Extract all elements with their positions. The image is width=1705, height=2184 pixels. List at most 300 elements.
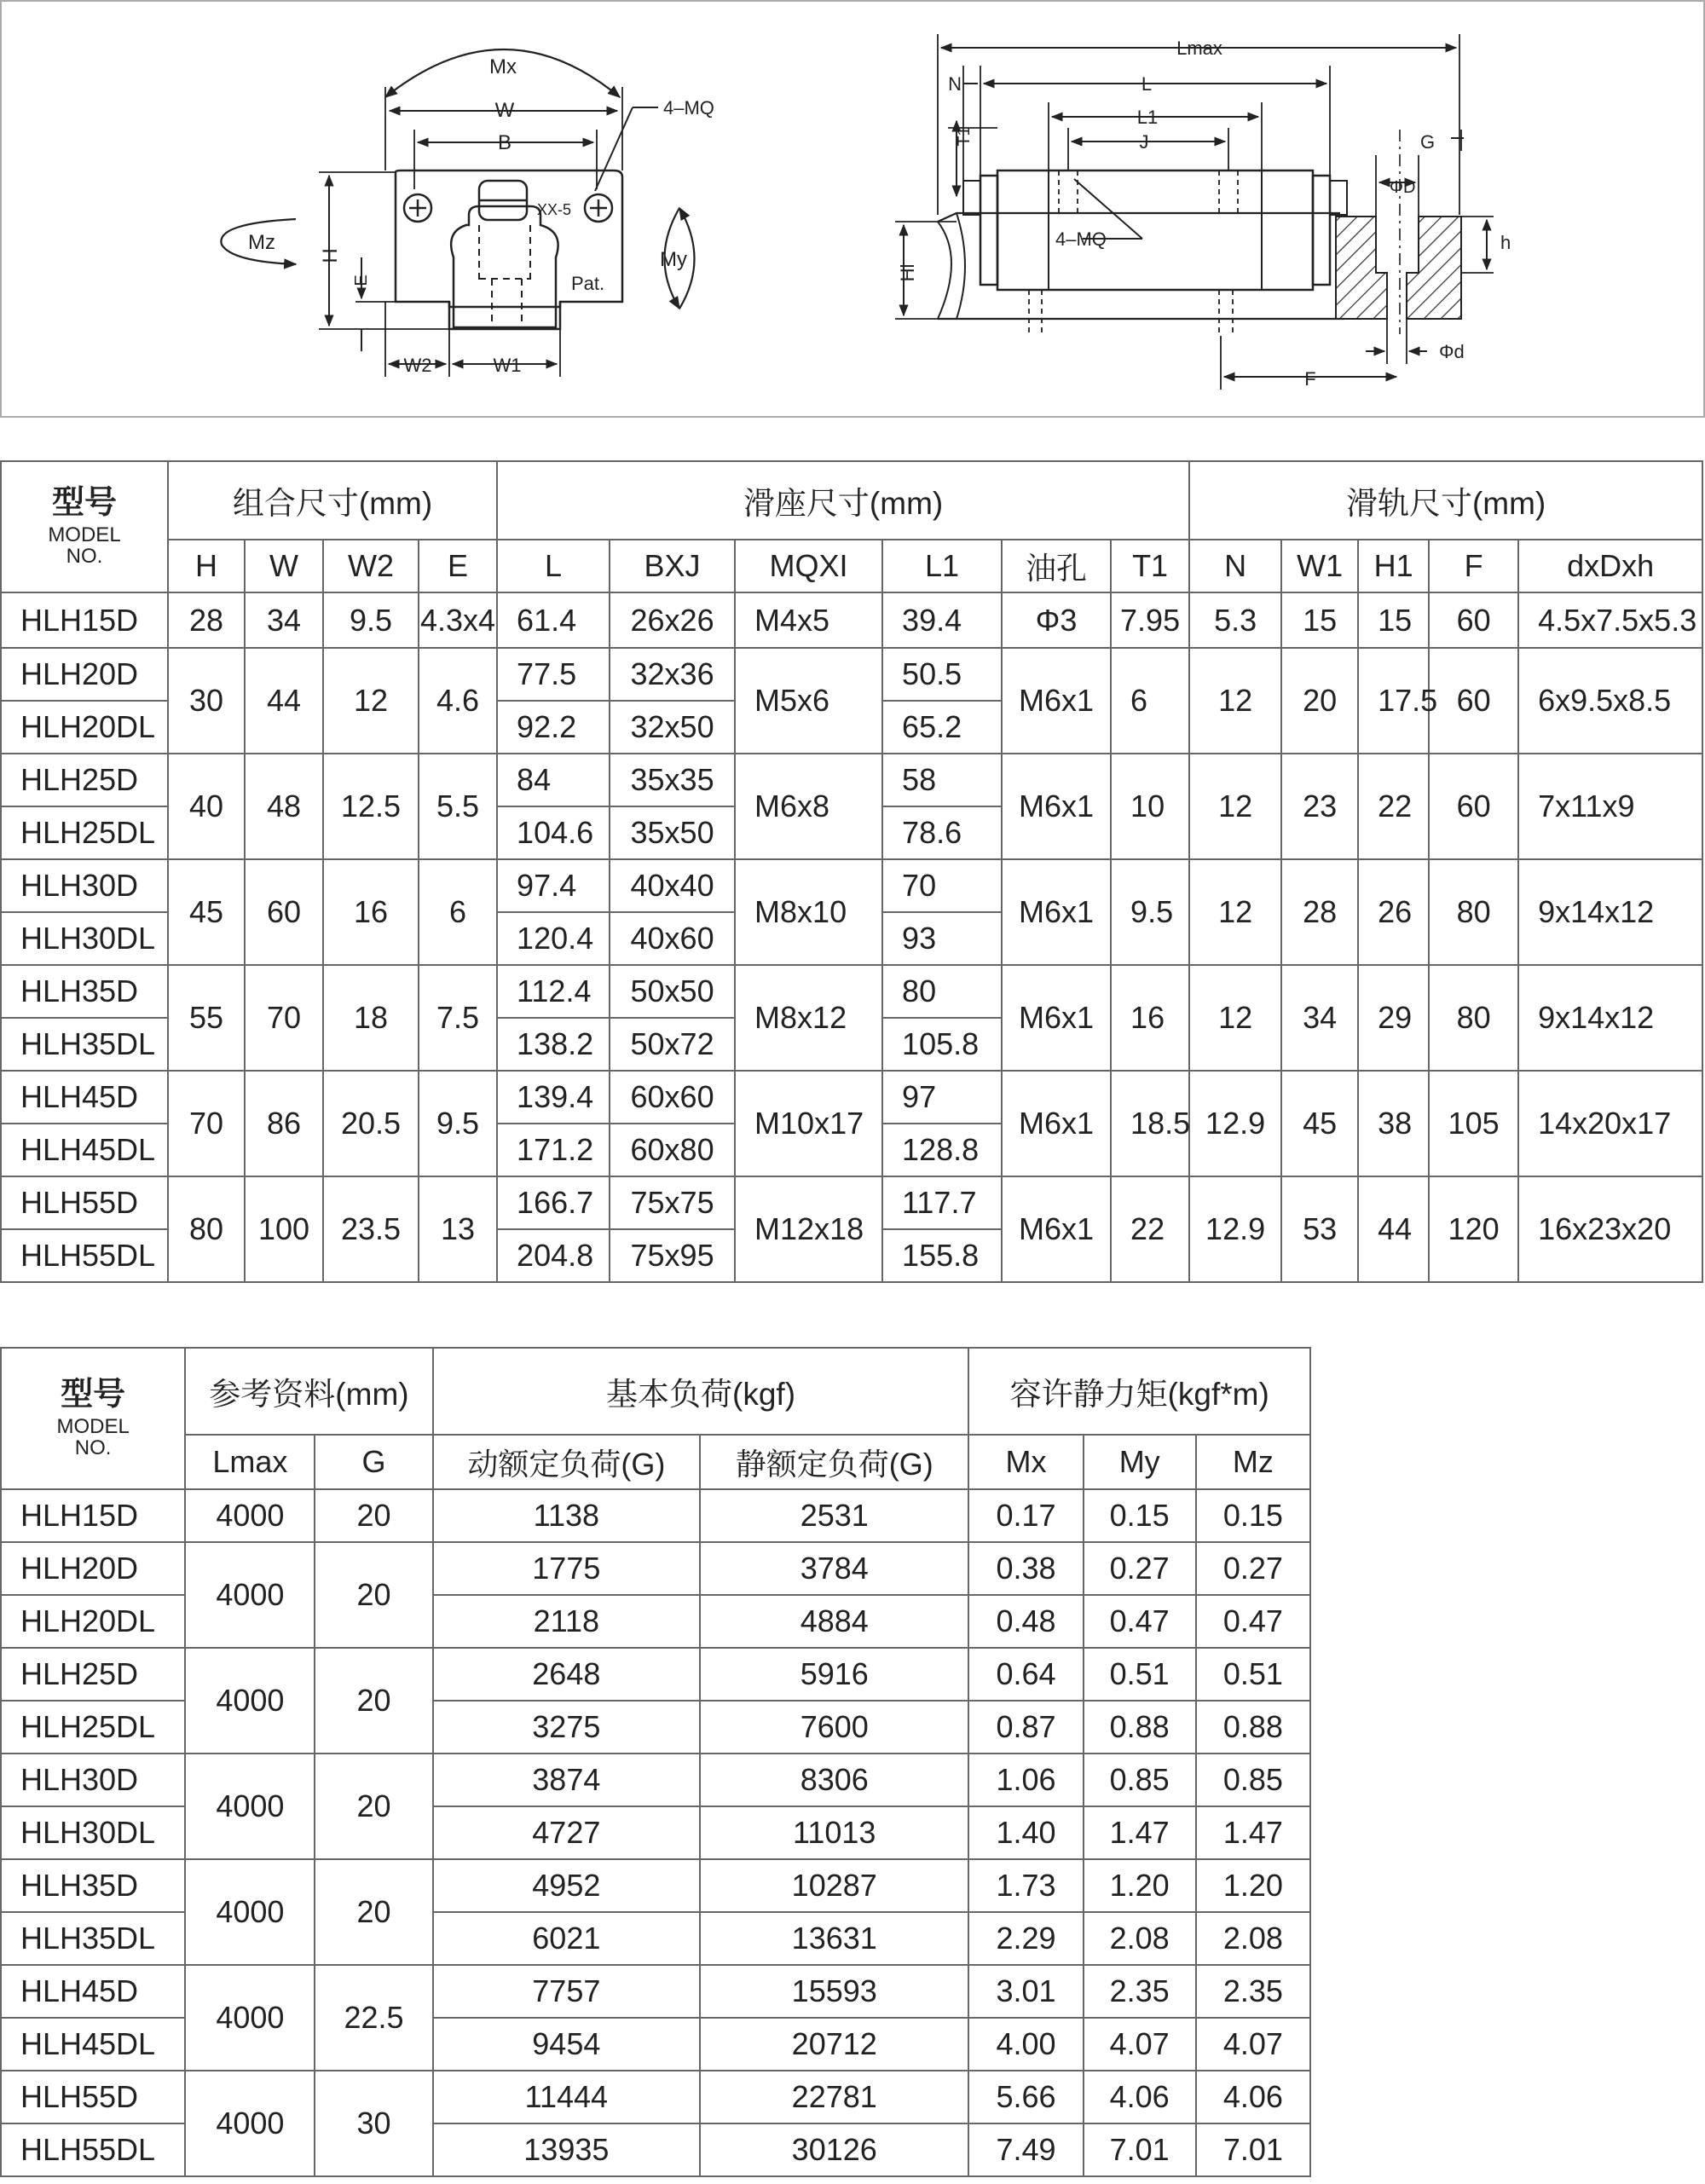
label-hl: Hl [897, 263, 918, 282]
model-header-no: NO. [66, 544, 103, 568]
table-cell: 30 [168, 648, 245, 754]
table-cell: 92.2 [497, 701, 610, 754]
table-cell: 60 [1429, 592, 1518, 648]
table-cell: 5.66 [968, 2071, 1083, 2123]
table-cell: 16 [323, 859, 419, 965]
label-e: E [352, 274, 371, 286]
table-cell: 166.7 [497, 1176, 610, 1229]
table-cell: 16 [1111, 965, 1189, 1071]
table-cell: 100 [245, 1176, 323, 1282]
table-cell: 60x60 [610, 1071, 735, 1124]
column-header: T1 [1111, 540, 1189, 592]
table-cell: 78.6 [882, 806, 1002, 859]
model-header-cn: 型号 [61, 1376, 126, 1413]
table-cell: 80 [882, 965, 1002, 1018]
load-table [0, 1347, 1311, 2177]
front-view [221, 49, 694, 377]
table-row [1, 1754, 1310, 1806]
table-cell: 7x11x9 [1518, 754, 1702, 859]
table-cell: 0.47 [1084, 1595, 1196, 1648]
table-row [1, 754, 1702, 806]
label-b: B [497, 131, 512, 154]
table-cell: 3874 [433, 1754, 700, 1806]
column-header-row [1, 540, 1702, 592]
table-cell: 120 [1429, 1176, 1518, 1282]
table-cell: 171.2 [497, 1124, 610, 1176]
table-cell: 61.4 [497, 592, 610, 648]
table-cell: 65.2 [882, 701, 1002, 754]
table-cell: 0.17 [968, 1489, 1083, 1542]
model-cell: HLH20D [1, 648, 168, 701]
table-cell: 4000 [185, 1648, 315, 1754]
table-cell: 0.85 [1084, 1754, 1196, 1806]
table-cell: 11444 [433, 2071, 700, 2123]
table-row [1, 1859, 1310, 1912]
label-4mq: 4–MQ [663, 97, 714, 118]
table-cell: M8x10 [735, 859, 882, 965]
table-cell: 60 [1429, 754, 1518, 859]
table-cell: 2.35 [1084, 1965, 1196, 2018]
table-cell: 0.38 [968, 1542, 1083, 1595]
table-cell: 4.5x7.5x5.3 [1518, 592, 1702, 648]
table-cell: 50.5 [882, 648, 1002, 701]
table-cell: 50x50 [610, 965, 735, 1018]
column-header: L1 [882, 540, 1002, 592]
table-cell: 17.5 [1358, 648, 1429, 754]
column-header: BXJ [610, 540, 735, 592]
table-cell: 6 [1111, 648, 1189, 754]
header-row [1, 1348, 1310, 1435]
model-cell: HLH35D [1, 965, 168, 1018]
table-cell: 40x40 [610, 859, 735, 912]
table-cell: 12.9 [1189, 1071, 1281, 1176]
column-header: 静额定负荷(G) [700, 1435, 968, 1489]
table-cell: 22.5 [315, 1965, 432, 2071]
table-cell: 75x75 [610, 1176, 735, 1229]
table-cell: 23 [1281, 754, 1358, 859]
table-cell: 97 [882, 1071, 1002, 1124]
label-phi-d-big: ΦD [1390, 178, 1416, 197]
model-cell: HLH35DL [1, 1912, 185, 1965]
model-cell: HLH55DL [1, 2123, 185, 2176]
table-cell: 70 [168, 1071, 245, 1176]
model-cell: HLH15D [1, 592, 168, 648]
table-cell: 138.2 [497, 1018, 610, 1071]
table-cell: 7.01 [1084, 2123, 1196, 2176]
table-cell: 14x20x17 [1518, 1071, 1702, 1176]
table-cell: 2531 [700, 1489, 968, 1542]
table-cell: 0.27 [1196, 1542, 1310, 1595]
table-cell: 0.64 [968, 1648, 1083, 1701]
table-cell: M6x1 [1002, 648, 1111, 754]
table-cell: 4727 [433, 1806, 700, 1859]
model-cell: HLH20DL [1, 701, 168, 754]
table-cell: 4000 [185, 1489, 315, 1542]
table-cell: M5x6 [735, 648, 882, 754]
table-cell: 13631 [700, 1912, 968, 1965]
table-cell: M6x1 [1002, 754, 1111, 859]
table-cell: M6x1 [1002, 965, 1111, 1071]
table-cell: 4.07 [1196, 2018, 1310, 2071]
group-header-rail: 滑轨尺寸(mm) [1189, 461, 1702, 540]
table-cell: 1138 [433, 1489, 700, 1542]
table-cell: 29 [1358, 965, 1429, 1071]
table-cell: 18 [323, 965, 419, 1071]
model-cell: HLH30D [1, 1754, 185, 1806]
table-cell: 26x26 [610, 592, 735, 648]
table-cell: 4884 [700, 1595, 968, 1648]
group-header-block: 滑座尺寸(mm) [497, 461, 1189, 540]
table-row [1, 648, 1702, 701]
table-cell: 4000 [185, 1754, 315, 1859]
table-cell: 93 [882, 912, 1002, 965]
table-cell: 1.06 [968, 1754, 1083, 1806]
table-cell: 9.5 [419, 1071, 497, 1176]
table-cell: 75x95 [610, 1229, 735, 1282]
group-header-load: 基本负荷(kgf) [433, 1348, 969, 1435]
table-cell: 44 [245, 648, 323, 754]
column-header: E [419, 540, 497, 592]
model-header-en: MODEL [48, 523, 121, 546]
table-cell: 0.87 [968, 1701, 1083, 1754]
model-cell: HLH25D [1, 754, 168, 806]
table-cell: 104.6 [497, 806, 610, 859]
column-header: 动额定负荷(G) [433, 1435, 700, 1489]
model-cell: HLH25DL [1, 1701, 185, 1754]
label-g: G [1420, 131, 1436, 153]
model-cell: HLH35DL [1, 1018, 168, 1071]
table-cell: 3275 [433, 1701, 700, 1754]
table-cell: 4.06 [1084, 2071, 1196, 2123]
table-cell: 2648 [433, 1648, 700, 1701]
table-cell: 8306 [700, 1754, 968, 1806]
table-cell: 1.73 [968, 1859, 1083, 1912]
table-cell: 5.3 [1189, 592, 1281, 648]
model-cell: HLH25DL [1, 806, 168, 859]
table-cell: 60 [245, 859, 323, 965]
table-cell: 0.88 [1084, 1701, 1196, 1754]
model-header-cn: 型号 [51, 484, 117, 521]
model-header-no: NO. [74, 1436, 112, 1459]
table-cell: 4000 [185, 1965, 315, 2071]
model-cell: HLH45D [1, 1071, 168, 1124]
label-n: N [948, 73, 962, 95]
label-l1: L1 [1136, 107, 1159, 128]
table-cell: 35x50 [610, 806, 735, 859]
group-header-moment: 容许静力矩(kgf*m) [968, 1348, 1310, 1435]
table-cell: 105 [1429, 1071, 1518, 1176]
table-cell: 70 [882, 859, 1002, 912]
table-cell: 15593 [700, 1965, 968, 2018]
table-cell: 3784 [700, 1542, 968, 1595]
table-cell: 12 [1189, 648, 1281, 754]
table-cell: 4000 [185, 1542, 315, 1648]
model-header [1, 461, 168, 592]
table-cell: 20 [315, 1648, 432, 1754]
column-header: Lmax [185, 1435, 315, 1489]
table-cell: 5916 [700, 1648, 968, 1701]
table-cell: 12 [1189, 965, 1281, 1071]
table-cell: 1.40 [968, 1806, 1083, 1859]
table-cell: 20 [315, 1489, 432, 1542]
table-cell: 0.88 [1196, 1701, 1310, 1754]
model-cell: HLH20D [1, 1542, 185, 1595]
table-cell: 2.29 [968, 1912, 1083, 1965]
column-header: H1 [1358, 540, 1429, 592]
table-cell: 38 [1358, 1071, 1429, 1176]
table-cell: 105.8 [882, 1018, 1002, 1071]
table-cell: 70 [245, 965, 323, 1071]
table-cell: 2.08 [1084, 1912, 1196, 1965]
table-cell: M6x8 [735, 754, 882, 859]
table-cell: 1.47 [1196, 1806, 1310, 1859]
label-h-small: h [1500, 232, 1511, 253]
column-header: W2 [323, 540, 419, 592]
table-cell: 4.00 [968, 2018, 1083, 2071]
model-cell: HLH45DL [1, 2018, 185, 2071]
table-cell: 6x9.5x8.5 [1518, 648, 1702, 754]
side-view [895, 34, 1494, 390]
table-cell: 2118 [433, 1595, 700, 1648]
table-cell: 40 [168, 754, 245, 859]
table-cell: M10x17 [735, 1071, 882, 1176]
table-cell: 128.8 [882, 1124, 1002, 1176]
table-cell: M12x18 [735, 1176, 882, 1282]
table-cell: 11013 [700, 1806, 968, 1859]
table-cell: 4952 [433, 1859, 700, 1912]
table-cell: 3.01 [968, 1965, 1083, 2018]
table-cell: 16x23x20 [1518, 1176, 1702, 1282]
model-cell: HLH55D [1, 2071, 185, 2123]
table-cell: 1775 [433, 1542, 700, 1595]
table-cell: 80 [1429, 965, 1518, 1071]
model-cell: HLH25D [1, 1648, 185, 1701]
table-cell: 20712 [700, 2018, 968, 2071]
table-cell: 32x50 [610, 701, 735, 754]
table-cell: 44 [1358, 1176, 1429, 1282]
table-cell: 117.7 [882, 1176, 1002, 1229]
column-header: F [1429, 540, 1518, 592]
column-header: My [1084, 1435, 1196, 1489]
table-cell: 18.5 [1111, 1071, 1189, 1176]
table-row [1, 859, 1702, 912]
column-header: N [1189, 540, 1281, 592]
column-header: W [245, 540, 323, 592]
label-t1: T1 [955, 126, 974, 147]
table-cell: 2.35 [1196, 1965, 1310, 2018]
table-cell: 23.5 [323, 1176, 419, 1282]
table-cell: 4.07 [1084, 2018, 1196, 2071]
drawing-svg [2, 2, 1703, 416]
table-cell: 7757 [433, 1965, 700, 2018]
table-cell: 0.15 [1196, 1489, 1310, 1542]
table-cell: M4x5 [735, 592, 882, 648]
table-cell: 32x36 [610, 648, 735, 701]
table-cell: 22 [1358, 754, 1429, 859]
table-row [1, 2071, 1310, 2123]
label-f: F [1304, 368, 1316, 390]
label-w2: W2 [403, 355, 432, 376]
table-row [1, 1542, 1310, 1595]
table-cell: 120.4 [497, 912, 610, 965]
label-w: W [494, 99, 515, 122]
table-cell: 12 [1189, 754, 1281, 859]
label-mx: Mx [489, 55, 517, 78]
label-l: L [1141, 73, 1153, 95]
table-cell: 20 [315, 1754, 432, 1859]
table-cell: 9454 [433, 2018, 700, 2071]
table-cell: 4000 [185, 1859, 315, 1965]
model-cell: HLH30DL [1, 912, 168, 965]
technical-drawing-panel [0, 0, 1705, 418]
table-cell: 4000 [185, 2071, 315, 2176]
table-cell: 40x60 [610, 912, 735, 965]
table-row [1, 1071, 1702, 1124]
column-header-row [1, 1435, 1310, 1489]
table-cell: 7.01 [1196, 2123, 1310, 2176]
table-cell: 10287 [700, 1859, 968, 1912]
column-header: G [315, 1435, 432, 1489]
column-header: MQXI [735, 540, 882, 592]
table-cell: 1.20 [1196, 1859, 1310, 1912]
table-cell: 20 [315, 1542, 432, 1648]
table-cell: 30126 [700, 2123, 968, 2176]
table-cell: 12 [323, 648, 419, 754]
table-cell: 155.8 [882, 1229, 1002, 1282]
column-header: 油孔 [1002, 540, 1111, 592]
table-cell: 50x72 [610, 1018, 735, 1071]
table-cell: 5.5 [419, 754, 497, 859]
table-cell: 26 [1358, 859, 1429, 965]
table-cell: 6021 [433, 1912, 700, 1965]
table-cell: 20.5 [323, 1071, 419, 1176]
table-cell: 97.4 [497, 859, 610, 912]
column-header: Mz [1196, 1435, 1310, 1489]
table-cell: 60 [1429, 648, 1518, 754]
table-cell: 0.48 [968, 1595, 1083, 1648]
table-cell: 0.15 [1084, 1489, 1196, 1542]
table-cell: 2.08 [1196, 1912, 1310, 1965]
column-header: L [497, 540, 610, 592]
table-cell: 58 [882, 754, 1002, 806]
table-cell: 1.20 [1084, 1859, 1196, 1912]
model-cell: HLH45D [1, 1965, 185, 2018]
table-cell: M6x1 [1002, 1176, 1111, 1282]
model-header [1, 1348, 185, 1489]
table-cell: 0.51 [1084, 1648, 1196, 1701]
table-cell: 10 [1111, 754, 1189, 859]
table-cell: 60x80 [610, 1124, 735, 1176]
table-cell: 1.47 [1084, 1806, 1196, 1859]
table-cell: 35x35 [610, 754, 735, 806]
table-cell: 13935 [433, 2123, 700, 2176]
column-header: Mx [968, 1435, 1083, 1489]
table-cell: 9.5 [323, 592, 419, 648]
table-cell: 22781 [700, 2071, 968, 2123]
table-row [1, 1965, 1310, 2018]
table-cell: 0.27 [1084, 1542, 1196, 1595]
table-cell: 86 [245, 1071, 323, 1176]
model-cell: HLH30D [1, 859, 168, 912]
label-phi-d-small: Φd [1439, 341, 1465, 362]
table-cell: 4.06 [1196, 2071, 1310, 2123]
label-w1: W1 [493, 355, 522, 376]
table-cell: 112.4 [497, 965, 610, 1018]
label-mz: Mz [248, 231, 275, 254]
table-cell: 28 [1281, 859, 1358, 965]
table-row [1, 1648, 1310, 1701]
table-cell: 15 [1281, 592, 1358, 648]
column-header: H [168, 540, 245, 592]
table-cell: 12.5 [323, 754, 419, 859]
label-j: J [1139, 131, 1149, 153]
label-my: My [660, 248, 687, 271]
table-cell: 80 [1429, 859, 1518, 965]
table-cell: 12.9 [1189, 1176, 1281, 1282]
table-cell: 55 [168, 965, 245, 1071]
model-cell: HLH45DL [1, 1124, 168, 1176]
table-row [1, 965, 1702, 1018]
column-header: dxDxh [1518, 540, 1702, 592]
label-badge: XX-5 [537, 201, 572, 218]
table-row [1, 1176, 1702, 1229]
table-cell: 7.5 [419, 965, 497, 1071]
label-h: H [319, 248, 342, 263]
table-cell: 9x14x12 [1518, 859, 1702, 965]
table-cell: M6x1 [1002, 859, 1111, 965]
model-cell: HLH20DL [1, 1595, 185, 1648]
table-cell: 48 [245, 754, 323, 859]
group-header-ref: 参考资料(mm) [185, 1348, 432, 1435]
table-cell: 9.5 [1111, 859, 1189, 965]
table-cell: 0.85 [1196, 1754, 1310, 1806]
table-cell: 80 [168, 1176, 245, 1282]
table-cell: 204.8 [497, 1229, 610, 1282]
table-cell: M8x12 [735, 965, 882, 1071]
model-cell: HLH15D [1, 1489, 185, 1542]
label-lmax: Lmax [1176, 38, 1222, 59]
table-cell: 53 [1281, 1176, 1358, 1282]
table-cell: 7.95 [1111, 592, 1189, 648]
label-pat: Pat. [571, 273, 605, 294]
table-cell: 39.4 [882, 592, 1002, 648]
label-4mq-side: 4–MQ [1055, 228, 1107, 250]
model-header-en: MODEL [56, 1414, 130, 1438]
table-cell: 45 [1281, 1071, 1358, 1176]
table-cell: 4.3x4 [419, 592, 497, 648]
table-cell: 139.4 [497, 1071, 610, 1124]
table-cell: Φ3 [1002, 592, 1111, 648]
table-cell: 84 [497, 754, 610, 806]
table-cell: 77.5 [497, 648, 610, 701]
table-cell: 0.51 [1196, 1648, 1310, 1701]
table-cell: 20 [1281, 648, 1358, 754]
table-cell: 20 [315, 1859, 432, 1965]
table-cell: M6x1 [1002, 1071, 1111, 1176]
table-cell: 9x14x12 [1518, 965, 1702, 1071]
table-cell: 22 [1111, 1176, 1189, 1282]
group-header-assembly: 组合尺寸(mm) [168, 461, 497, 540]
table-cell: 0.47 [1196, 1595, 1310, 1648]
column-header: W1 [1281, 540, 1358, 592]
table-cell: 7600 [700, 1701, 968, 1754]
table-cell: 30 [315, 2071, 432, 2176]
model-cell: HLH30DL [1, 1806, 185, 1859]
table-cell: 6 [419, 859, 497, 965]
model-cell: HLH35D [1, 1859, 185, 1912]
table-cell: 34 [1281, 965, 1358, 1071]
table-cell: 34 [245, 592, 323, 648]
